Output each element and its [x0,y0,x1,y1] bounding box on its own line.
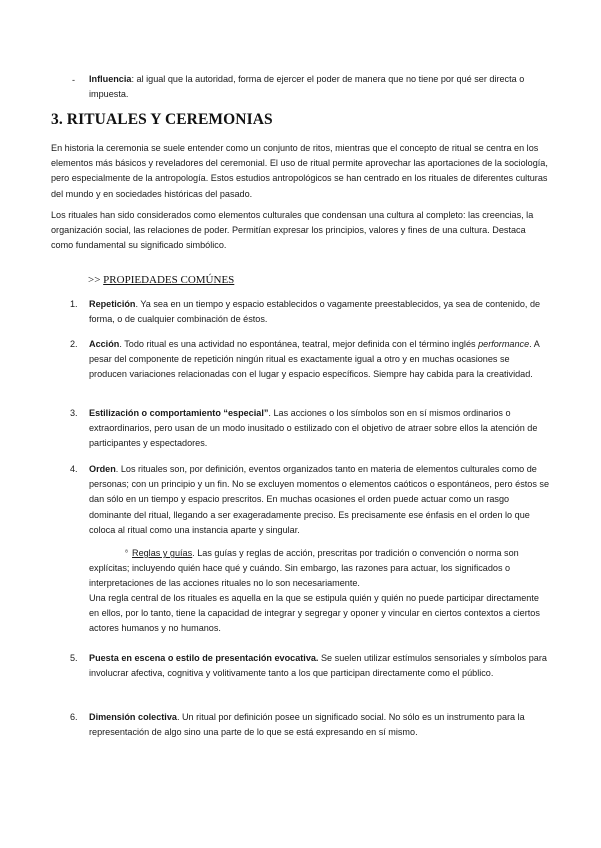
sub-bullet [89,546,549,592]
item-number: 1. [70,299,78,309]
item-text: Se suelen utilizar estímulos sensoriales y símbolos para involucrar afectiva, cognitiva y volitivamente tanto a los que participan directamente como el público. [89,653,547,679]
paragraph-2: Los rituales han sido considerados como elementos culturales que condensan una cultura al completo: las creencias, la organización social, las relaciones de poder. Permitían expresar los principios, valores y fines de una cultura. Destaca como fundamental su significado simbólico. [51,210,534,251]
paragraph-1: En historia la ceremonia se suele entender como un conjunto de ritos, mientras que el concepto de ritual se centra en los elementos más básicos y reveladores del ceremonial. El uso de ritual permite aprovechar las aportaciones de la sociología, pero especialmente de la antropología. Estos estudios antropológicos se han centrado en los rituales de diferentes culturas del mundo y en sociedades históricas del pasado. [51,143,548,199]
section-heading: 3. RITUALES Y CEREMONIAS [51,111,273,128]
list-item [89,710,549,740]
item-term: Dimensión colectiva [89,712,177,722]
item-text: . Un ritual por definición posee un significado social. No sólo es un instrumento para la representación de algo sino una parte de lo que se está expresando en sí mismo. [89,712,525,738]
item-text: . Todo ritual es una actividad no espontánea, teatral, mejor definida con el término inglés [119,339,479,349]
sub-bullet-marker: ⁸ [125,549,128,556]
sub-bullet-term: Reglas y guías [132,548,193,558]
item-text: . Ya sea en un tiempo y espacio establecidos o vagamente preestablecidos, ya sea de contenido, de forma, o de cualquier combinación de éstos. [89,299,541,325]
list-dash: - [72,75,76,85]
sub-bullet-text: . Las guías y reglas de acción, prescritas por tradición o convención o norma son explícitas; incluyendo quién hace qué y cuándo. Sin embargo, las razones para actuar, los significados o interpretaciones de las acciones rituales no lo son necesariamente. [89,548,519,589]
subheading-prefix: >> [88,274,104,286]
item-term: Acción [89,339,120,349]
item-term: Estilización o comportamiento “especial” [89,408,269,418]
intro-item-text: : al igual que la autoridad, forma de ejercer el poder de manera que no tiene por qué ser directa o impuesta. [89,74,525,100]
item-term: Puesta en escena o estilo de presentación evocativa. [89,653,319,663]
intro-item [89,72,549,102]
item-number: 4. [70,464,78,474]
item-italic: performance [478,339,530,349]
item-number: 6. [70,712,78,722]
subheading-text: PROPIEDADES COMÚNES [103,274,235,286]
item-term: Orden [89,464,116,474]
list-item [89,462,549,538]
sub-bullet-followup: Una regla central de los rituales es aquella en la que se estipula quién y quién no puede participar directamente en ellos, por lo tanto, tiene la capacidad de integrar y segregar y oponer y vincular en ciertos contextos a ciertos actores humanos y no humanos. [89,593,540,634]
list-item [89,297,549,327]
item-number: 5. [70,653,78,663]
item-number: 3. [70,408,78,418]
item-text: . Las acciones o los símbolos son en sí mismos ordinarios o extraordinarios, pero usan de un modo inusitado o estilizado con el objetivo de atraer sobre ellos la atención de participantes y espectadores. [89,408,538,449]
intro-item-term: Influencia [89,74,132,84]
list-item [89,406,549,452]
item-term: Repetición [89,299,136,309]
item-text: . Los rituales son, por definición, eventos organizados tanto en materia de elementos culturales como de personas; con un principio y un fin. No se excluyen momentos o elementos caóticos o espontáneos, pero éstos se dan sólo en un tiempo y espacio prescritos. En muchas ocasiones el orden puede actuar como un rasgo dominante del ritual, llegando a ser exageradamente preciso. Es precisamente ese énfasis en el orden lo que coloca al ritual como una instancia aparte y singular. [89,464,550,535]
list-item [89,651,549,681]
item-text: . A pesar del componente de repetición ningún ritual es exactamente igual a otro y en muchas ocasiones se producen variaciones relacionadas con el lugar y espacio específicos. Siempre hay cabida para la creatividad. [89,339,540,380]
subheading [88,274,234,286]
item-number: 2. [70,339,78,349]
list-item [89,337,549,383]
